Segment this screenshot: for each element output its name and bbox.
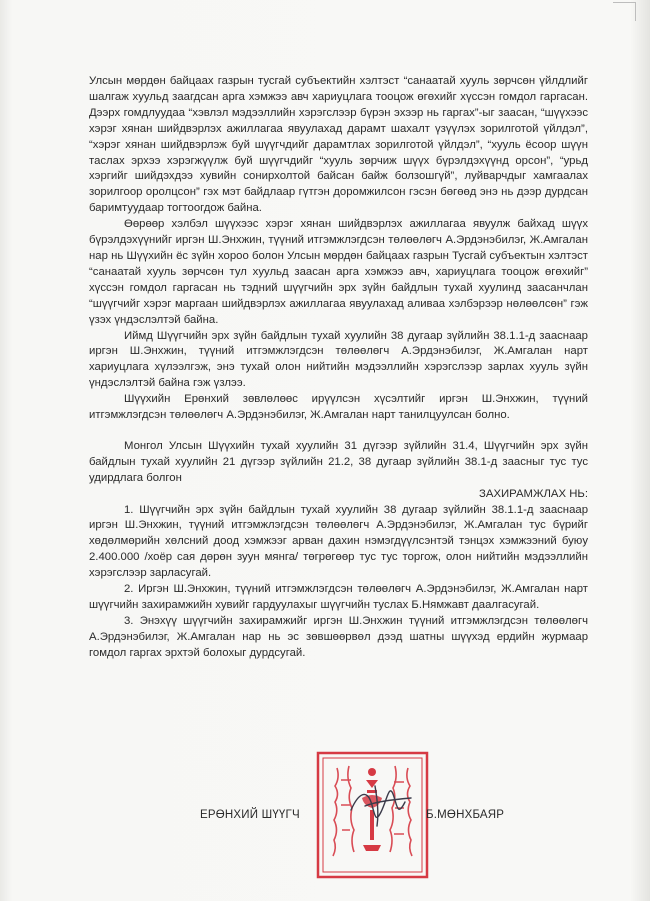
signer-title: ЕРӨНХИЙ ШҮҮГЧ xyxy=(200,809,300,821)
paragraph-5: Монгол Улсын Шүүхийн тухай хуулийн 31 дүгээр зүйлийн 31.4, Шүүгчийн эрх зүйн байдлын тухай хуулийн 21 дүгээр зүйлийн 21.2, 38 дугаар зүйлийн 38.1-д заасныг тус тус удирдлага болгон xyxy=(89,439,588,484)
paragraph-2: Өөрөөр хэлбэл шүүхээс хэрэг хянан шийдвэрлэх ажиллагаа явуулж байхад шүүх бүрэлдэхүүнийг иргэн Ш.Энхжин, түүний итгэмжлэгдсэн төлөөлөгч А.Эрдэнэбилэг, Ж.Амгалан нар нь Шүүхийн ёс зүйн хороо болон Улсын мөрдөн байцаах газрын Тусгай субъектын хэлтэст “санаатай хууль зөрчсөн тул хуульд заасан арга хэмжээ авч, хариуцлага тооцож өгөхийг” хүссэн гомдол гаргасан нь тэдний шүүгчийн эрх зүйн байдлын тухай хуулинд заасанчлан “шүүгчийг хэрэг маргаан шийдвэрлэх ажиллагаа явуулахад аливаа хэлбэрээр нөлөөлсөн” гэж үзэх үндэслэлтэй байна. xyxy=(89,218,588,326)
spacer xyxy=(89,424,588,439)
decision-item-1: 1. Шүүгчийн эрх зүйн байдлын тухай хуулийн 38 дугаар зүйлийн 38.1.1-д зааснаар иргэн Ш.Энхжин, түүний итгэмжлэгдсэн төлөөлөгч А.Эрдэнэбилэг, Ж.Амгалан тус бүрийг хөдөлмөрийн хөлсний доод хэмжээг арван дахин нэмэгдүүлсэнтэй тэнцэх хэмжээний буюу 2.400.000 /хоёр сая дөрөн зуун мянга/ төгрөгөөр тус тус торгож, олон нийтийн мэдээллийн хэрэгслээр зарласугай. xyxy=(89,503,588,580)
paragraph-4: Шүүхийн Ерөнхий зөвлөлөөс ирүүлсэн хүсэлтийг иргэн Ш.Энхжин, түүний итгэмжлэгдсэн төлөөлөгч А.Эрдэнэбилэг, Ж.Амгалан нарт танилцуулсан болно. xyxy=(89,393,588,422)
document-body xyxy=(89,74,588,662)
page-corner-mark xyxy=(613,2,636,21)
decision-heading: ЗАХИРАМЖЛАХ НЬ: xyxy=(479,487,588,500)
decision-item-3: 3. Энэхүү шүүгчийн захирамжийг иргэн Ш.Энхжин түүний итгэмжлэгдсэн төлөөлөгч А.Эрдэнэбилэг, Ж.Амгалан нар нь эс зөвшөөрвөл дээд шатны шүүхэд ердийн журмаар гомдол гаргах эрхтэй болохыг дурдсугай. xyxy=(89,614,588,659)
paragraph-3: Иймд Шүүгчийн эрх зүйн байдлын тухай хуулийн 38 дугаар зүйлийн 38.1.1-д зааснаар иргэн Ш.Энхжин, түүний итгэмжлэгдсэн төлөөлөгч А.Эрдэнэбилэг, Ж.Амгалан нарт хариуцлага хүлээлгэж, энэ тухай олон нийтийн мэдээллийн хэрэгслээр зарлах хууль зүйн үндэслэлтэй байна гэж үзлээ. xyxy=(89,329,588,390)
signer-name: Б.МӨНХБАЯР xyxy=(426,809,505,821)
decision-item-2: 2. Иргэн Ш.Энхжин, түүний итгэмжлэгдсэн төлөөлөгч А.Эрдэнэбилэг, Ж.Амгалан нарт шүүгчийн захирамжийн хувийг гардуулахыг шүүгчийн туслах Б.Нямжавт даалгасугай. xyxy=(89,583,588,611)
paragraph-1: Улсын мөрдөн байцаах газрын тусгай субъектийн хэлтэст “санаатай хууль зөрчсөн үйлдлийг шалгаж хуульд заагдсан арга хэмжээ авч хариуцлага тооцож өгөхийг хүссэн гомдол гаргасан. Дээрх гомдлуудаа “хэвлэл мэдээллийн хэрэгслээр бүрэн эхээр нь гаргах”-ыг заасан, “шүүхээс хэрэг хянан шийдвэрлэх ажиллагаа явуулахад дарамт шахалт үзүүлэх зорилготой үйлдэл”, “хэрэг хянан шийдвэрлэж буй шүүгчдийг дарамтлах зорилготой үйлдэл”, “хууль ёсоор шүүн таслах эрхээ хэрэгжүүлж буй шүүгчдийг “хууль зөрчиж шүүх бүрэлдэхүүнд орсон”, “урьд хэргийг шийдэхдээ хувийн сонирхолтой байсан байж болзошгүй”, луйварчдыг хамгаалах зорилгоор оролцсон” гэх мэт байдлаар гүтгэн доромжилсон гэсэн бөгөөд энэ нь дээр дурдсан баримтуудаар тогтоогдож байна. xyxy=(89,75,588,215)
handwritten-signature xyxy=(345,772,415,832)
